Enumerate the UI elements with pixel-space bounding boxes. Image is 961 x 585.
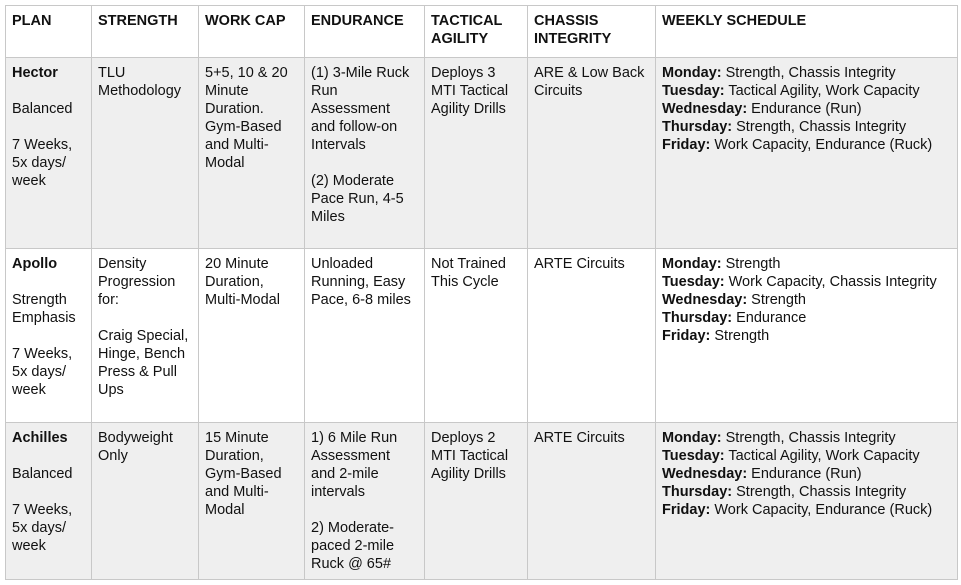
schedule-activities: Tactical Agility, Work Capacity [724,83,920,99]
header-endurance: ENDURANCE [305,6,425,58]
schedule-line [662,118,951,136]
plan-name: Hector [12,65,58,81]
strength-cell [92,58,199,249]
schedule-line [662,447,951,465]
schedule-day: Friday: [662,328,711,344]
schedule-line [662,465,951,483]
endurance-text: (2) Moderate Pace Run, 4-5 Miles [311,173,404,225]
header-strength: STRENGTH [92,6,199,58]
endurance-text: Unloaded Running, Easy Pace, 6-8 miles [311,256,411,308]
work-cap-text: 20 Minute Duration, Multi-Modal [205,256,280,308]
tactical-agility-cell: Deploys 2 MTI Tactical Agility Drills [425,423,528,580]
schedule-line [662,136,951,154]
schedule-activities: Work Capacity, Endurance (Ruck) [710,137,933,153]
header-plan: PLAN [6,6,92,58]
schedule-line [662,255,951,273]
schedule-line [662,64,951,82]
schedule-day: Thursday: [662,119,733,135]
plan-name: Achilles [12,430,68,446]
schedule-day: Tuesday: [662,83,725,99]
schedule-line [662,82,951,100]
chassis-integrity-cell: ARE & Low Back Circuits [528,58,656,249]
strength-text: TLU Methodology [98,65,182,99]
work-cap-text: 15 Minute Duration, Gym-Based and Multi-Modal [205,430,282,518]
work-cap-cell [199,58,305,249]
table-row [6,423,958,580]
schedule-line [662,291,951,309]
schedule-day: Wednesday: [662,466,748,482]
schedule-line [662,273,951,291]
schedule-line [662,309,951,327]
plan-cell [6,423,92,580]
schedule-day: Friday: [662,502,711,518]
endurance-text: 1) 6 Mile Run Assessment and 2-mile intervals [311,430,398,500]
schedule-day: Friday: [662,137,711,153]
schedule-day: Thursday: [662,484,733,500]
schedule-activities: Strength [721,256,781,272]
endurance-text: (1) 3-Mile Ruck Run Assessment and follow-on Intervals [311,65,410,153]
strength-cell [92,249,199,423]
chassis-integrity-cell: ARTE Circuits [528,249,656,423]
plan-emphasis: Balanced [12,101,73,117]
plan-duration: 7 Weeks, 5x days/ week [12,502,73,554]
schedule-line [662,327,951,345]
schedule-day: Monday: [662,65,722,81]
strength-text: Craig Special, Hinge, Bench Press & Pull Ups [98,328,189,398]
schedule-line [662,429,951,447]
schedule-day: Wednesday: [662,101,748,117]
schedule-activities: Strength, Chassis Integrity [721,430,896,446]
schedule-activities: Strength, Chassis Integrity [732,119,907,135]
schedule-day: Wednesday: [662,292,748,308]
tactical-agility-cell: Deploys 3 MTI Tactical Agility Drills [425,58,528,249]
schedule-activities: Strength [710,328,770,344]
endurance-text: 2) Moderate-paced 2-mile Ruck @ 65# [311,520,395,572]
schedule-day: Monday: [662,256,722,272]
plan-emphasis: Strength Emphasis [12,292,76,326]
schedule-activities: Endurance (Run) [747,101,862,117]
header-work-cap: WORK CAP [199,6,305,58]
header-tactical-agility: TACTICAL AGILITY [425,6,528,58]
strength-text: Density Progression for: [98,256,176,308]
schedule-activities: Strength, Chassis Integrity [732,484,907,500]
endurance-cell [305,423,425,580]
table-row [6,249,958,423]
schedule-activities: Endurance (Run) [747,466,862,482]
plan-cell [6,249,92,423]
strength-cell [92,423,199,580]
schedule-day: Tuesday: [662,448,725,464]
schedule-activities: Strength [747,292,806,308]
plan-emphasis: Balanced [12,466,73,482]
schedule-day: Tuesday: [662,274,725,290]
schedule-cell [656,58,958,249]
schedule-cell [656,423,958,580]
tactical-agility-cell: Not Trained This Cycle [425,249,528,423]
header-weekly-schedule: WEEKLY SCHEDULE [656,6,958,58]
endurance-cell [305,58,425,249]
header-chassis-integrity: CHASSIS INTEGRITY [528,6,656,58]
work-cap-cell [199,249,305,423]
schedule-cell [656,249,958,423]
schedule-line [662,501,951,519]
chassis-integrity-cell: ARTE Circuits [528,423,656,580]
schedule-activities: Strength, Chassis Integrity [721,65,896,81]
schedule-activities: Work Capacity, Chassis Integrity [724,274,937,290]
plan-cell [6,58,92,249]
work-cap-cell [199,423,305,580]
table-row [6,58,958,249]
schedule-activities: Work Capacity, Endurance (Ruck) [710,502,933,518]
plan-duration: 7 Weeks, 5x days/ week [12,137,73,189]
schedule-line [662,100,951,118]
plan-name: Apollo [12,256,58,272]
header-row [6,6,958,58]
training-plans-table [5,5,958,580]
strength-text: Bodyweight Only [98,430,173,464]
schedule-activities: Endurance [732,310,807,326]
work-cap-text: 5+5, 10 & 20 Minute Duration. Gym-Based and Multi-Modal [205,65,288,171]
schedule-line [662,483,951,501]
schedule-day: Thursday: [662,310,733,326]
plan-duration: 7 Weeks, 5x days/ week [12,346,73,398]
endurance-cell [305,249,425,423]
schedule-day: Monday: [662,430,722,446]
schedule-activities: Tactical Agility, Work Capacity [724,448,920,464]
